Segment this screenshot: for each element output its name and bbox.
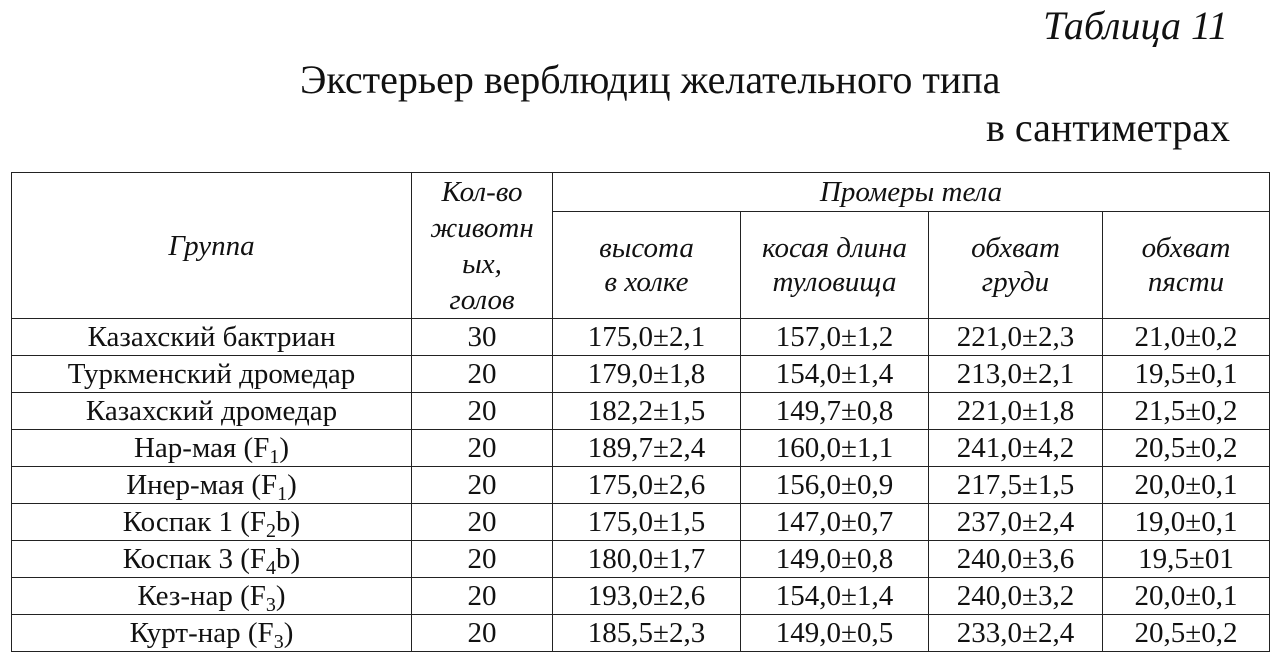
- header-count-line: Кол-во: [441, 175, 523, 208]
- group-name-suffix: ): [279, 432, 290, 464]
- header-chest-girth: [929, 212, 1103, 319]
- group-cell: [12, 393, 412, 430]
- group-cell: [12, 504, 412, 541]
- header-count-line: животн: [430, 211, 534, 244]
- group-name: Коспак 1 (F: [122, 506, 267, 538]
- group-cell: [12, 319, 412, 356]
- table-number: Таблица 11: [1043, 3, 1228, 48]
- chest-girth-cell: 221,0±2,3: [929, 319, 1103, 356]
- group-name-suffix: ): [275, 580, 286, 612]
- metacarpus-girth-cell: 19,5±0,1: [1103, 356, 1270, 393]
- group-name: Туркменский дромедар: [67, 358, 356, 390]
- metacarpus-girth-cell: 20,0±0,1: [1103, 578, 1270, 615]
- withers-height-cell: 175,0±2,1: [553, 319, 741, 356]
- header-line: пясти: [1147, 266, 1225, 298]
- chest-girth-cell: 233,0±2,4: [929, 615, 1103, 652]
- group-cell: [12, 578, 412, 615]
- table-title-line2: в сантиметрах: [986, 105, 1230, 150]
- body-length-cell: 157,0±1,2: [741, 319, 929, 356]
- camel-exterior-table: [11, 172, 1270, 652]
- header-line: в холке: [604, 266, 689, 298]
- header-line: косая длина: [761, 232, 907, 264]
- header-line: туловища: [772, 266, 897, 298]
- chest-girth-cell: 213,0±2,1: [929, 356, 1103, 393]
- group-name: Нар-мая (F: [133, 432, 270, 464]
- body-length-cell: 149,7±0,8: [741, 393, 929, 430]
- chest-girth-cell: 240,0±3,2: [929, 578, 1103, 615]
- group-cell: [12, 615, 412, 652]
- group-name: Курт-нар (F: [129, 617, 274, 649]
- group-name: Коспак 3 (F: [122, 543, 267, 575]
- table-row: [12, 393, 1270, 430]
- header-withers-height: [553, 212, 741, 319]
- metacarpus-girth-cell: 21,5±0,2: [1103, 393, 1270, 430]
- header-oblique-body-length: [741, 212, 929, 319]
- group-cell: [12, 467, 412, 504]
- group-name-suffix: ): [287, 469, 297, 501]
- header-line: груди: [981, 266, 1050, 298]
- withers-height-cell: 182,2±1,5: [553, 393, 741, 430]
- count-cell: 20: [412, 467, 553, 504]
- body-length-cell: 147,0±0,7: [741, 504, 929, 541]
- chest-girth-cell: 240,0±3,6: [929, 541, 1103, 578]
- group-cell: [12, 430, 412, 467]
- withers-height-cell: 189,7±2,4: [553, 430, 741, 467]
- group-name-suffix: ): [283, 617, 294, 649]
- generation-subscript: 1: [277, 483, 288, 505]
- metacarpus-girth-cell: 19,0±0,1: [1103, 504, 1270, 541]
- header-line: высота: [599, 232, 694, 264]
- body-length-cell: 156,0±0,9: [741, 467, 929, 504]
- body-length-cell: 154,0±1,4: [741, 578, 929, 615]
- withers-height-cell: 179,0±1,8: [553, 356, 741, 393]
- generation-subscript: 1: [269, 446, 280, 468]
- metacarpus-girth-cell: 19,5±01: [1103, 541, 1270, 578]
- group-name: Казахский дромедар: [85, 395, 338, 427]
- count-cell: 20: [412, 356, 553, 393]
- header-measurements-group: Промеры тела: [553, 173, 1270, 212]
- table-row: [12, 578, 1270, 615]
- metacarpus-girth-cell: 20,5±0,2: [1103, 615, 1270, 652]
- chest-girth-cell: 237,0±2,4: [929, 504, 1103, 541]
- group-name: Казахский бактриан: [87, 321, 336, 353]
- table-row: [12, 356, 1270, 393]
- generation-subscript: 3: [273, 631, 284, 653]
- group-name-suffix: b): [276, 543, 301, 575]
- count-cell: 20: [412, 430, 553, 467]
- withers-height-cell: 175,0±2,6: [553, 467, 741, 504]
- group-name-suffix: b): [276, 506, 301, 538]
- header-line: обхват: [1141, 232, 1231, 264]
- count-cell: 20: [412, 504, 553, 541]
- withers-height-cell: 193,0±2,6: [553, 578, 741, 615]
- body-length-cell: 149,0±0,8: [741, 541, 929, 578]
- generation-subscript: 4: [266, 557, 277, 579]
- header-group: Группа: [12, 173, 412, 319]
- header-count-line: ых,: [462, 247, 502, 280]
- group-cell: [12, 356, 412, 393]
- withers-height-cell: 180,0±1,7: [553, 541, 741, 578]
- withers-height-cell: 185,5±2,3: [553, 615, 741, 652]
- table-row: [12, 615, 1270, 652]
- table-row: [12, 467, 1270, 504]
- table-title-line1: Экстерьер верблюдиц желательного типа: [300, 57, 1001, 102]
- group-name: Кез-нар (F: [137, 580, 266, 612]
- header-count: [412, 173, 553, 319]
- chest-girth-cell: 241,0±4,2: [929, 430, 1103, 467]
- table-body: [12, 319, 1270, 652]
- count-cell: 20: [412, 541, 553, 578]
- header-line: обхват: [971, 232, 1060, 264]
- table-row: [12, 319, 1270, 356]
- body-length-cell: 160,0±1,1: [741, 430, 929, 467]
- withers-height-cell: 175,0±1,5: [553, 504, 741, 541]
- group-cell: [12, 541, 412, 578]
- metacarpus-girth-cell: 20,5±0,2: [1103, 430, 1270, 467]
- count-cell: 30: [412, 319, 553, 356]
- generation-subscript: 2: [266, 520, 277, 542]
- metacarpus-girth-cell: 20,0±0,1: [1103, 467, 1270, 504]
- header-count-line: голов: [449, 283, 515, 316]
- generation-subscript: 3: [265, 594, 276, 616]
- count-cell: 20: [412, 393, 553, 430]
- body-length-cell: 154,0±1,4: [741, 356, 929, 393]
- table-row: [12, 504, 1270, 541]
- group-name: Инер-мая (F: [126, 469, 278, 501]
- table-row: [12, 430, 1270, 467]
- chest-girth-cell: 217,5±1,5: [929, 467, 1103, 504]
- chest-girth-cell: 221,0±1,8: [929, 393, 1103, 430]
- header-metacarpus-girth: [1103, 212, 1270, 319]
- metacarpus-girth-cell: 21,0±0,2: [1103, 319, 1270, 356]
- count-cell: 20: [412, 615, 553, 652]
- count-cell: 20: [412, 578, 553, 615]
- body-length-cell: 149,0±0,5: [741, 615, 929, 652]
- table-row: [12, 541, 1270, 578]
